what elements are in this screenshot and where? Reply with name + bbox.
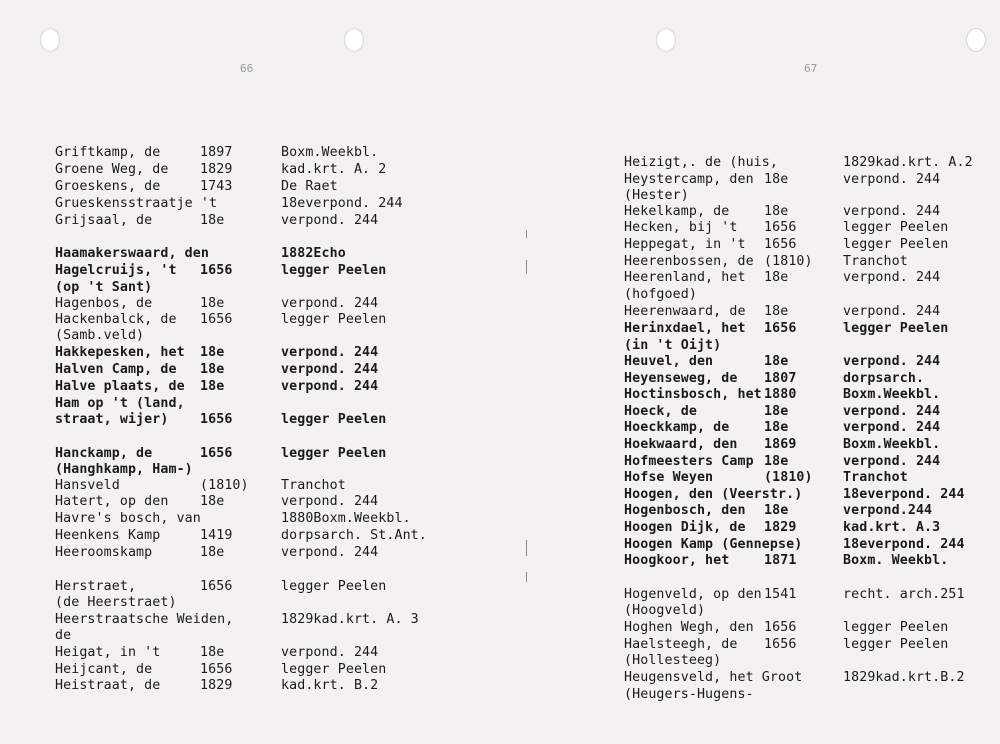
- entry-source: verpond. 244: [843, 454, 941, 469]
- entry-year: 1656: [200, 662, 233, 677]
- entry-year: 1419: [200, 528, 233, 543]
- entry-year: 1829: [764, 520, 797, 535]
- punch-hole: [344, 28, 364, 52]
- entry-name: (hofgoed): [624, 287, 697, 302]
- entry-source: verpond. 244: [843, 204, 941, 219]
- entry-name: (Samb.veld): [55, 328, 145, 343]
- entry-name: Heerenwaard, de: [624, 304, 746, 319]
- margin-mark: [526, 260, 527, 274]
- entry-name: Hekelkamp, de: [624, 204, 730, 219]
- entry-year: 18e: [764, 454, 789, 469]
- entry-source: legger Peelen: [843, 220, 949, 235]
- entry-source: 1829kad.krt. A. 3: [281, 612, 419, 627]
- punch-hole: [656, 28, 676, 52]
- entry-year: 18e: [764, 420, 789, 435]
- entry-name: (op 't Sant): [55, 280, 153, 295]
- entry-name: Hoogen, den (Veerstr.): [624, 487, 803, 502]
- entry-year: 18e: [200, 379, 225, 394]
- entry-year: 18e: [200, 645, 225, 660]
- entry-year: 18e: [200, 494, 225, 509]
- entry-name: Hofse Weyen: [624, 470, 714, 485]
- entry-name: Griftkamp, de: [55, 145, 161, 160]
- entry-source: verpond. 244: [281, 345, 379, 360]
- page-number: 66: [240, 62, 254, 75]
- margin-mark: [526, 230, 527, 238]
- entry-year: 1656: [764, 220, 797, 235]
- entry-name: (de Heerstraet): [55, 595, 177, 610]
- entry-name: Heenkens Kamp: [55, 528, 161, 543]
- entry-source: verpond. 244: [281, 213, 379, 228]
- entry-name: Hoeck, de: [624, 404, 697, 419]
- entry-source: legger Peelen: [843, 637, 949, 652]
- entry-year: 18e: [764, 404, 789, 419]
- entry-source: verpond. 244: [281, 379, 379, 394]
- entry-year: 18e: [200, 345, 225, 360]
- entry-source: verpond. 244: [843, 420, 941, 435]
- entry-year: 1656: [764, 321, 797, 336]
- entry-name: (Hoogveld): [624, 603, 706, 618]
- entry-name: (Heugers-Hugens-: [624, 687, 754, 702]
- entry-source: Boxm.Weekbl.: [843, 387, 941, 402]
- entry-year: 18e: [764, 172, 789, 187]
- entry-year: (1810): [764, 470, 813, 485]
- entry-name: Heugensveld, het Groot: [624, 670, 803, 685]
- entry-year: 1656: [764, 620, 797, 635]
- entry-source: 18everpond. 244: [281, 196, 403, 211]
- entry-name: Havre's bosch, van: [55, 511, 201, 526]
- entry-year: 18e: [764, 304, 789, 319]
- entry-year: 18e: [200, 362, 225, 377]
- entry-name: Herstraet,: [55, 579, 137, 594]
- entry-name: Heizigt,. de (huis,: [624, 155, 779, 170]
- entry-source: legger Peelen: [843, 620, 949, 635]
- entry-name: Ham op 't (land,: [55, 396, 185, 411]
- entry-year: 1656: [200, 446, 233, 461]
- margin-mark: [526, 572, 527, 582]
- entry-year: 1743: [200, 179, 233, 194]
- right-page: [500, 0, 1000, 744]
- entry-name: Hoghen Wegh, den: [624, 620, 754, 635]
- entry-name: Hoogen Kamp (Gennepse): [624, 537, 803, 552]
- entry-name: Heppegat, in 't: [624, 237, 746, 252]
- entry-source: 1829kad.krt.B.2: [843, 670, 965, 685]
- entry-year: (1810): [764, 254, 813, 269]
- entry-name: Hecken, bij 't: [624, 220, 738, 235]
- entry-source: dorpsarch. St.Ant.: [281, 528, 427, 543]
- entry-source: legger Peelen: [281, 662, 387, 677]
- entry-name: Grijsaal, de: [55, 213, 153, 228]
- entry-source: 18everpond. 244: [843, 537, 965, 552]
- entry-source: kad.krt. A. 2: [281, 162, 387, 177]
- entry-name: Groene Weg, de: [55, 162, 169, 177]
- entry-year: 1656: [764, 637, 797, 652]
- entry-name: Hatert, op den: [55, 494, 169, 509]
- entry-source: verpond. 244: [281, 362, 379, 377]
- entry-source: 1880Boxm.Weekbl.: [281, 511, 411, 526]
- entry-source: Tranchot: [843, 254, 908, 269]
- entry-source: legger Peelen: [281, 446, 387, 461]
- entry-source: verpond. 244: [843, 172, 941, 187]
- entry-year: 1541: [764, 587, 797, 602]
- entry-year: 1656: [200, 579, 233, 594]
- entry-source: 18everpond. 244: [843, 487, 965, 502]
- entry-source: verpond. 244: [281, 296, 379, 311]
- entry-year: 1897: [200, 145, 233, 160]
- entry-year: 18e: [200, 296, 225, 311]
- entry-year: 1656: [764, 237, 797, 252]
- margin-mark: [526, 540, 527, 556]
- entry-year: 1871: [764, 553, 797, 568]
- entry-source: verpond. 244: [843, 270, 941, 285]
- entry-source: Boxm.Weekbl.: [281, 145, 379, 160]
- entry-name: Heistraat, de: [55, 678, 161, 693]
- punch-hole: [40, 28, 60, 52]
- entry-source: verpond. 244: [281, 545, 379, 560]
- entry-year: 1880: [764, 387, 797, 402]
- entry-name: Heuvel, den: [624, 354, 714, 369]
- entry-name: (Hanghkamp, Ham-): [55, 462, 193, 477]
- entry-name: (Hester): [624, 188, 689, 203]
- entry-name: Heijcant, de: [55, 662, 153, 677]
- entry-source: verpond. 244: [843, 354, 941, 369]
- entry-name: Hagelcruijs, 't: [55, 263, 177, 278]
- entry-source: kad.krt. A.3: [843, 520, 941, 535]
- punch-hole: [966, 28, 986, 52]
- entry-source: legger Peelen: [281, 579, 387, 594]
- entry-name: Haelsteegh, de: [624, 637, 738, 652]
- entry-name: Heeroomskamp: [55, 545, 153, 560]
- entry-name: Grueskensstraatje 't: [55, 196, 218, 211]
- entry-name: Hagenbos, de: [55, 296, 153, 311]
- entry-source: verpond. 244: [281, 494, 379, 509]
- entry-name: Halven Camp, de: [55, 362, 177, 377]
- entry-year: 18e: [764, 503, 789, 518]
- entry-name: Herinxdael, het: [624, 321, 746, 336]
- entry-name: Heigat, in 't: [55, 645, 161, 660]
- entry-name: Hogenveld, op den: [624, 587, 762, 602]
- entry-source: verpond.244: [843, 503, 933, 518]
- entry-source: Boxm. Weekbl.: [843, 553, 949, 568]
- entry-year: (1810): [200, 478, 249, 493]
- entry-source: Tranchot: [843, 470, 908, 485]
- entry-name: Hanckamp, de: [55, 446, 153, 461]
- entry-source: legger Peelen: [843, 237, 949, 252]
- entry-name: Hoekwaard, den: [624, 437, 738, 452]
- entry-year: 1829: [200, 678, 233, 693]
- entry-name: straat, wijer): [55, 412, 169, 427]
- entry-year: 18e: [764, 270, 789, 285]
- entry-source: 1829kad.krt. A.2: [843, 155, 973, 170]
- entry-name: Hackenbalck, de: [55, 312, 177, 327]
- entry-year: 1656: [200, 263, 233, 278]
- entry-source: legger Peelen: [281, 312, 387, 327]
- entry-source: verpond. 244: [843, 404, 941, 419]
- entry-year: 18e: [200, 213, 225, 228]
- entry-year: 1829: [200, 162, 233, 177]
- entry-year: 1656: [200, 412, 233, 427]
- entry-year: 18e: [764, 354, 789, 369]
- entry-year: 1656: [200, 312, 233, 327]
- entry-year: 18e: [764, 204, 789, 219]
- entry-year: 1869: [764, 437, 797, 452]
- entry-name: Heerenland, het: [624, 270, 746, 285]
- entry-year: 18e: [200, 545, 225, 560]
- entry-name: de: [55, 628, 72, 643]
- entry-source: legger Peelen: [843, 321, 949, 336]
- entry-name: Hoogkoor, het: [624, 553, 730, 568]
- entry-source: Tranchot: [281, 478, 346, 493]
- entry-name: Hoogen Dijk, de: [624, 520, 746, 535]
- entry-name: Heystercamp, den: [624, 172, 754, 187]
- entry-source: verpond. 244: [843, 304, 941, 319]
- entry-name: (in 't Oijt): [624, 338, 722, 353]
- entry-name: Hoctinsbosch, het: [624, 387, 762, 402]
- entry-name: (Hollesteeg): [624, 653, 722, 668]
- entry-name: Halve plaats, de: [55, 379, 185, 394]
- entry-source: 1882Echo: [281, 246, 346, 261]
- entry-source: legger Peelen: [281, 412, 387, 427]
- entry-name: Hoeckkamp, de: [624, 420, 730, 435]
- entry-source: verpond. 244: [281, 645, 379, 660]
- entry-name: Hogenbosch, den: [624, 503, 746, 518]
- entry-name: Heerstraatsche Weiden,: [55, 612, 234, 627]
- entry-name: Heerenbossen, de: [624, 254, 754, 269]
- page-number: 67: [804, 62, 818, 75]
- entry-source: De Raet: [281, 179, 338, 194]
- entry-source: legger Peelen: [281, 263, 387, 278]
- entry-source: recht. arch.251: [843, 587, 965, 602]
- entry-source: dorpsarch.: [843, 371, 925, 386]
- entry-name: Groeskens, de: [55, 179, 161, 194]
- entry-year: 1807: [764, 371, 797, 386]
- entry-name: Hofmeesters Camp: [624, 454, 754, 469]
- entry-source: kad.krt. B.2: [281, 678, 379, 693]
- entry-name: Hakkepesken, het: [55, 345, 185, 360]
- entry-source: Boxm.Weekbl.: [843, 437, 941, 452]
- entry-name: Hansveld: [55, 478, 120, 493]
- entry-name: Haamakerswaard, den: [55, 246, 210, 261]
- entry-name: Heyenseweg, de: [624, 371, 738, 386]
